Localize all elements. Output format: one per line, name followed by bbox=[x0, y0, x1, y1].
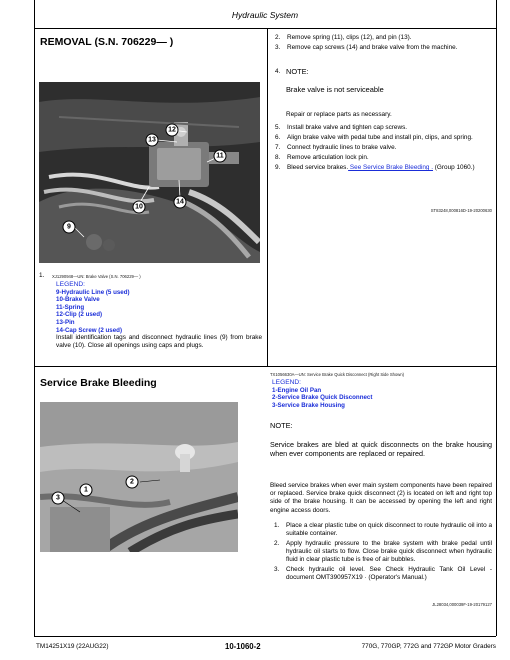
step-item bbox=[274, 566, 492, 582]
section-divider bbox=[34, 366, 496, 367]
removal-column-divider bbox=[267, 28, 268, 366]
step-number: 8. bbox=[275, 154, 281, 161]
footer-doc-id: TM14251X19 (22AUG22) bbox=[36, 643, 109, 650]
bleeding-legend-title: LEGEND: bbox=[272, 379, 301, 386]
step-item bbox=[275, 124, 492, 132]
step-number: 9. bbox=[275, 164, 281, 171]
removal-section-title: REMOVAL (S.N. 706229— ) bbox=[40, 36, 174, 48]
step-text: Apply hydraulic pressure to the brake system with brake pedal until hydraulic oil starts to flow. Close brake quick disconnect when hydraulic fluid in clear plastic tube is free of air bubbles. bbox=[286, 540, 492, 563]
step-number: 3. bbox=[274, 566, 280, 573]
header-divider bbox=[34, 28, 496, 29]
step-number: 3. bbox=[275, 44, 281, 51]
step-number: 2. bbox=[274, 540, 280, 547]
step-text: Check hydraulic oil level. See Check Hydraulic Tank Oil Level - document OMT390957X19 · (Operator's Manual.) bbox=[286, 566, 492, 581]
step-number: 7. bbox=[275, 144, 281, 151]
step-text: Remove cap screws (14) and brake valve from the machine. bbox=[287, 44, 458, 51]
step-item bbox=[275, 144, 492, 152]
brake-valve-illustration bbox=[39, 82, 260, 263]
legend-item: 14-Cap Screw (2 used) bbox=[56, 326, 123, 334]
legend-item: 12-Clip (2 used) bbox=[56, 311, 103, 319]
footer-model-list: 770G, 770GP, 772G and 772GP Motor Graders bbox=[361, 643, 496, 650]
brake-valve-photo bbox=[39, 82, 260, 263]
quick-disconnect-illustration bbox=[40, 402, 238, 552]
step-number: 2. bbox=[275, 34, 281, 41]
step-text: Align brake valve with pedal tube and install pin, clips, and spring. bbox=[287, 134, 473, 141]
removal-ref-code: ST83248,000816D-19-20200630 bbox=[430, 208, 492, 213]
step-number: 1. bbox=[274, 522, 280, 529]
legend-item: 3-Service Brake Housing bbox=[272, 401, 345, 409]
step-text: Bleed service brakes. bbox=[287, 164, 349, 171]
bleeding-intro: Bleed service brakes when ever main system components have been repaired or replaced. Service brake quick disconnect (2) is located on left and right top side of the brake housing. It can be accessed by opening the left and right engine access doors. bbox=[270, 482, 492, 514]
removal-legend-title: LEGEND: bbox=[56, 281, 85, 288]
step-text: (Group 1060.) bbox=[433, 164, 475, 171]
removal-note-label: NOTE: bbox=[286, 67, 309, 76]
removal-steps-block bbox=[275, 34, 492, 54]
service-brake-bleeding-link[interactable]: See Service Brake Bleeding . bbox=[348, 164, 434, 171]
step-item bbox=[274, 540, 492, 564]
step-number: 5. bbox=[275, 124, 281, 131]
step-text: Place a clear plastic tube on quick disconnect to route hydraulic oil into a suitable container. bbox=[286, 522, 492, 537]
bleeding-note-label: NOTE: bbox=[270, 421, 293, 430]
legend-item: 1-Engine Oil Pan bbox=[272, 386, 322, 394]
callout-13: 13 bbox=[148, 136, 156, 144]
step-number: 6. bbox=[275, 134, 281, 141]
removal-install-note: Install identification tags and disconnect hydraulic lines (9) from brake valve (10). Close all openings using caps and plugs. bbox=[56, 334, 262, 350]
legend-item: 13-Pin bbox=[56, 318, 75, 326]
bleeding-note-text: Service brakes are bled at quick disconnects on the brake housing when ever components are replaced or repaired. bbox=[270, 440, 492, 459]
legend-item: 10-Brake Valve bbox=[56, 296, 100, 304]
removal-figure-caption: XJ1290948—UN: Brake Valve (S.N. 706229— ) bbox=[52, 274, 141, 279]
removal-figure-number: 1. bbox=[39, 272, 45, 279]
step-item bbox=[275, 164, 492, 172]
brake-quick-disconnect-photo bbox=[40, 402, 238, 552]
header-right-rule bbox=[496, 0, 497, 30]
removal-steps-after bbox=[275, 124, 492, 174]
step-text: Remove spring (11), clips (12), and pin (13). bbox=[287, 34, 412, 41]
bleeding-ref-code: JL28034,000039F-19-20179127 bbox=[432, 602, 492, 607]
step-item bbox=[275, 154, 492, 162]
legend-item: 9-Hydraulic Line (5 used) bbox=[56, 288, 130, 296]
bleeding-steps-block bbox=[274, 522, 492, 584]
callout-1: 1 bbox=[84, 486, 88, 494]
step-item bbox=[275, 44, 492, 52]
page-right-border bbox=[496, 28, 497, 636]
callout-3: 3 bbox=[56, 494, 60, 502]
step-item bbox=[275, 34, 492, 42]
step-text: Install brake valve and tighten cap screws. bbox=[287, 124, 408, 131]
repair-text: Repair or replace parts as necessary. bbox=[286, 111, 392, 118]
step-item bbox=[274, 522, 492, 538]
note-number: 4. bbox=[275, 68, 281, 75]
callout-11: 11 bbox=[216, 152, 224, 160]
step-text: Connect hydraulic lines to brake valve. bbox=[287, 144, 397, 151]
callout-9: 9 bbox=[67, 223, 71, 231]
callout-12: 12 bbox=[168, 126, 176, 134]
callout-10: 10 bbox=[135, 203, 143, 211]
page-header-title: Hydraulic System bbox=[231, 10, 299, 20]
footer-divider bbox=[34, 636, 496, 637]
step-text: Remove articulation lock pin. bbox=[287, 154, 369, 161]
callout-14: 14 bbox=[176, 198, 184, 206]
legend-item: 2-Service Brake Quick Disconnect bbox=[272, 394, 373, 402]
removal-note-text: Brake valve is not serviceable bbox=[286, 85, 384, 94]
callout-2: 2 bbox=[130, 478, 134, 486]
removal-legend bbox=[56, 281, 256, 334]
bleeding-legend bbox=[272, 379, 492, 409]
bleeding-figure-caption: TX1056630A—UN: Service Brake Quick Disconnect (Right Side Shown) bbox=[270, 372, 405, 377]
legend-item: 11-Spring bbox=[56, 303, 85, 311]
page-left-border bbox=[34, 28, 35, 636]
footer-page-number: 10-1060-2 bbox=[225, 642, 261, 651]
bleeding-section-title: Service Brake Bleeding bbox=[40, 377, 157, 389]
step-item bbox=[275, 134, 492, 142]
